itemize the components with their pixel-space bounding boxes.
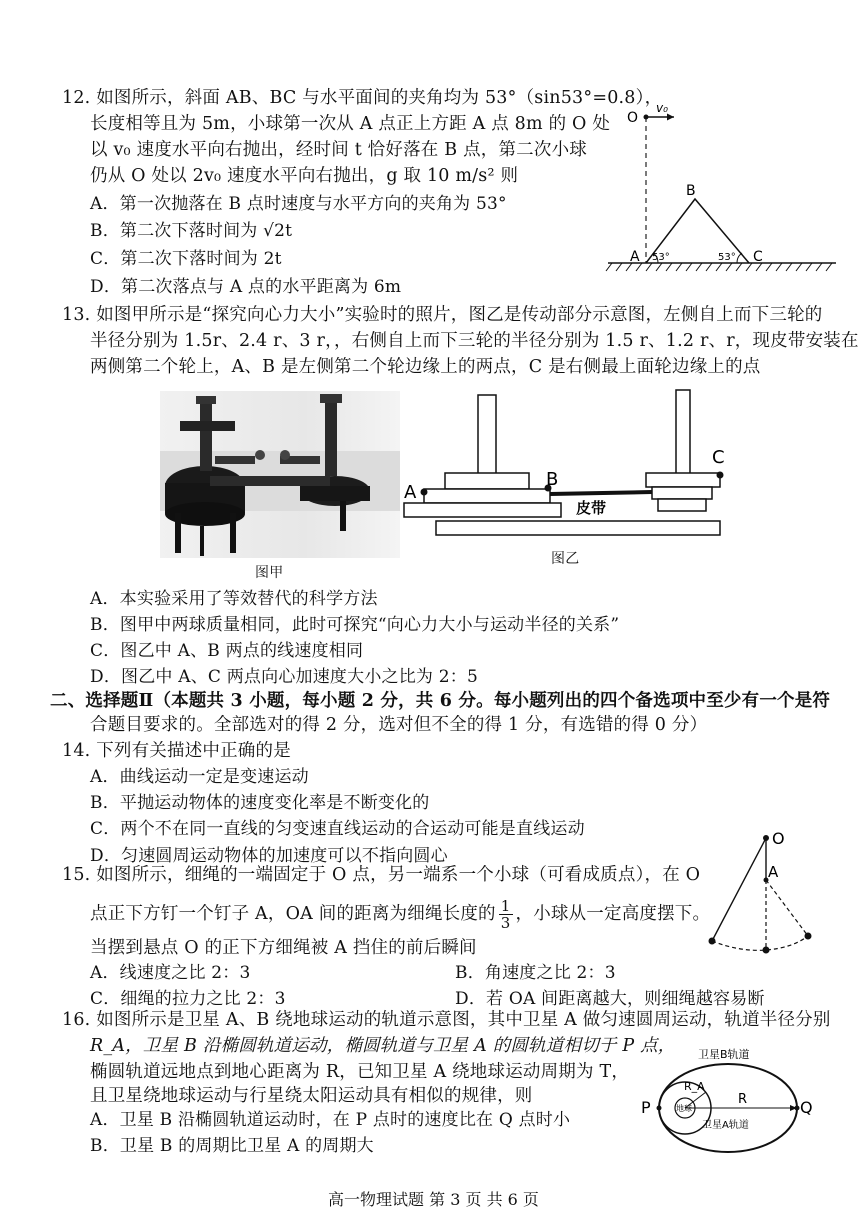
q13-right-shaft [676, 390, 690, 475]
q15-option-c[interactable]: C．细绳的拉力之比 2：3 [90, 989, 286, 1009]
q15-line2-end: ，小球从一定高度摆下。 [515, 904, 711, 924]
q15-option-b[interactable]: B．角速度之比 2：3 [455, 963, 616, 983]
q14-option-a[interactable]: A．曲线运动一定是变速运动 [90, 767, 309, 787]
q14-stem: 14. 下列有关描述中正确的是 [62, 741, 291, 761]
q13-option-b[interactable]: B．图甲中两球质量相同，此时可探究“向心力大小与运动半径的关系” [90, 615, 620, 635]
q12-line4: 仍从 O 处以 2v₀ 速度水平向右抛出，g 取 10 m/s² 则 [90, 166, 519, 186]
q16-line2: R_A，卫星 B 沿椭圆轨道运动，椭圆轨道与卫星 A 的圆轨道相切于 P 点， [90, 1036, 676, 1056]
q15-fraction-denominator: 3 [500, 914, 511, 932]
q16-line4: 且卫星绕地球运动与行星绕太阳运动具有相似的规律，则 [90, 1086, 533, 1106]
q13-base-plate [436, 521, 720, 535]
q16-label-ra: R_A [684, 1080, 705, 1093]
q16-label-orbit-a: 卫星A轨道 [702, 1120, 749, 1131]
q12-incline-figure [600, 95, 840, 280]
q12-option-b[interactable]: B．第二次下落时间为 √2t [90, 221, 293, 241]
q14-option-c[interactable]: C．两个不在同一直线的匀变速直线运动的合运动可能是直线运动 [90, 819, 585, 839]
q12-line1: 12. 如图所示，斜面 AB、BC 与水平面间的夹角均为 53°（sin53°=0.8）， [62, 88, 663, 108]
q13-line2: 半径分别为 1.5r、2.4 r、3 r，，右侧自上而下三轮的半径分别为 1.5 r、1.2 r、r，现皮带安装在 [90, 331, 859, 351]
q12-option-a[interactable]: A．第一次抛落在 B 点时速度与水平方向的夹角为 53° [90, 194, 507, 214]
q16-point-q [795, 1106, 800, 1111]
q14-option-b[interactable]: B．平抛运动物体的速度变化率是不断变化的 [90, 793, 430, 813]
q16-label-q: Q [800, 1098, 813, 1117]
q15-label-a: A [768, 863, 779, 881]
q13-line3: 两侧第二个轮上，A、B 是左侧第二个轮边缘上的两点，C 是右侧最上面轮边缘上的点 [90, 357, 761, 377]
section-2-heading: 二、选择题Ⅱ（本题共 3 小题，每小题 2 分，共 6 分。每小题列出的四个备选项中至少有一个是符 [50, 691, 831, 711]
page-footer: 高一物理试题 第 3 页 共 6 页 [328, 1190, 539, 1209]
q12-label-o: O [627, 110, 639, 126]
q13-label-belt: 皮带 [576, 499, 607, 517]
q15-line3: 当摆到悬点 O 的正下方细绳被 A 挡住的前后瞬间 [90, 938, 477, 958]
q15-fraction-numerator: 1 [500, 897, 511, 915]
q13-point-c [717, 472, 724, 479]
q16-orbit-figure [636, 1042, 816, 1167]
q12-line3: 以 v₀ 速度水平向右抛出，经时间 t 恰好落在 B 点，第二次小球 [90, 140, 587, 160]
q15-line1: 15. 如图所示，细绳的一端固定于 O 点，另一端系一个小球（可看成质点），在 O [62, 865, 701, 885]
q16-option-a[interactable]: A．卫星 B 沿椭圆轨道运动时，在 P 点时的速度比在 Q 点时小 [90, 1110, 571, 1130]
q16-label-r: R [738, 1092, 748, 1107]
q15-option-a[interactable]: A．线速度之比 2：3 [90, 963, 251, 983]
q12-label-b: B [686, 183, 696, 199]
q13-right-wheel-1 [646, 473, 720, 487]
q15-string-right [766, 880, 808, 936]
q13-line1: 13. 如图甲所示是“探究向心力大小”实验时的照片，图乙是传动部分示意图，左侧自上而下三轮的 [62, 305, 823, 325]
q16-label-earth: 地球 [676, 1104, 692, 1113]
q13-option-d[interactable]: D．图乙中 A、C 两点向心加速度大小之比为 2：5 [90, 667, 478, 687]
q13-left-shaft [478, 395, 496, 475]
q15-ball-left [709, 938, 716, 945]
q13-belt [550, 492, 652, 494]
q13-right-wheel-3 [658, 499, 706, 511]
q12-option-c[interactable]: C．第二次下落时间为 2t [90, 249, 282, 269]
q13-photo-jia [160, 391, 400, 558]
q15-ball-bottom [763, 947, 770, 954]
q15-line2 [90, 898, 710, 931]
q12-v0-arrowhead [667, 114, 674, 121]
q12-angle-a: 53° [652, 252, 670, 263]
q13-diagram-yi [400, 385, 735, 550]
q12-line2: 长度相等且为 5m，小球第一次从 A 点正上方距 A 点 8m 的 O 处 [90, 114, 611, 134]
q16-label-p: P [641, 1098, 651, 1117]
q12-label-a: A [630, 249, 640, 265]
q13-right-wheel-2 [652, 487, 712, 499]
q16-option-b[interactable]: B．卫星 B 的周期比卫星 A 的周期大 [90, 1136, 374, 1156]
q16-label-orbit-b: 卫星B轨道 [698, 1048, 750, 1061]
q13-left-wheel-1 [445, 473, 529, 489]
q13-point-a [421, 489, 428, 496]
q13-apparatus-drawing [160, 391, 400, 558]
q15-option-d[interactable]: D．若 OA 间距离越大，则细绳越容易断 [455, 989, 765, 1009]
q12-label-c: C [753, 249, 763, 265]
q13-left-wheel-2 [424, 489, 550, 503]
q15-fraction [499, 898, 513, 931]
q13-option-a[interactable]: A．本实验采用了等效替代的科学方法 [90, 589, 378, 609]
q15-pendulum-figure [700, 828, 825, 963]
q14-option-d[interactable]: D．匀速圆周运动物体的加速度可以不指向圆心 [90, 846, 448, 866]
q13-label-c: C [712, 447, 725, 468]
q13-caption-yi: 图乙 [551, 551, 580, 567]
q16-point-p [657, 1106, 662, 1111]
q12-ground-hatch [606, 263, 832, 271]
q16-line3: 椭圆轨道远地点到地心距离为 R，已知卫星 A 绕地球运动周期为 T， [90, 1062, 630, 1082]
q13-left-wheel-3 [404, 503, 561, 517]
q15-swing-arc [712, 936, 808, 950]
q12-angle-c: 53° [718, 252, 736, 263]
q15-label-o: O [772, 829, 785, 848]
q15-string-left [712, 838, 766, 941]
q13-label-b: B [546, 469, 559, 490]
q13-option-c[interactable]: C．图乙中 A、B 两点的线速度相同 [90, 641, 364, 661]
q12-option-d[interactable]: D．第二次落点与 A 点的水平距离为 6m [90, 277, 402, 297]
q12-label-v0: v₀ [656, 101, 668, 115]
q16-line1: 16. 如图所示是卫星 A、B 绕地球运动的轨道示意图，其中卫星 A 做匀速圆周运动，轨道半径分别 [62, 1010, 831, 1030]
q13-label-a: A [404, 482, 417, 503]
q15-ball-right [805, 933, 812, 940]
q13-caption-jia: 图甲 [255, 565, 284, 581]
section-2-instructions: 合题目要求的。全部选对的得 2 分，选对但不全的得 1 分，有选错的得 0 分） [90, 715, 708, 735]
q15-line2-start: 点正下方钉一个钉子 A，OA 间的距离为细绳长度的 [90, 904, 496, 924]
